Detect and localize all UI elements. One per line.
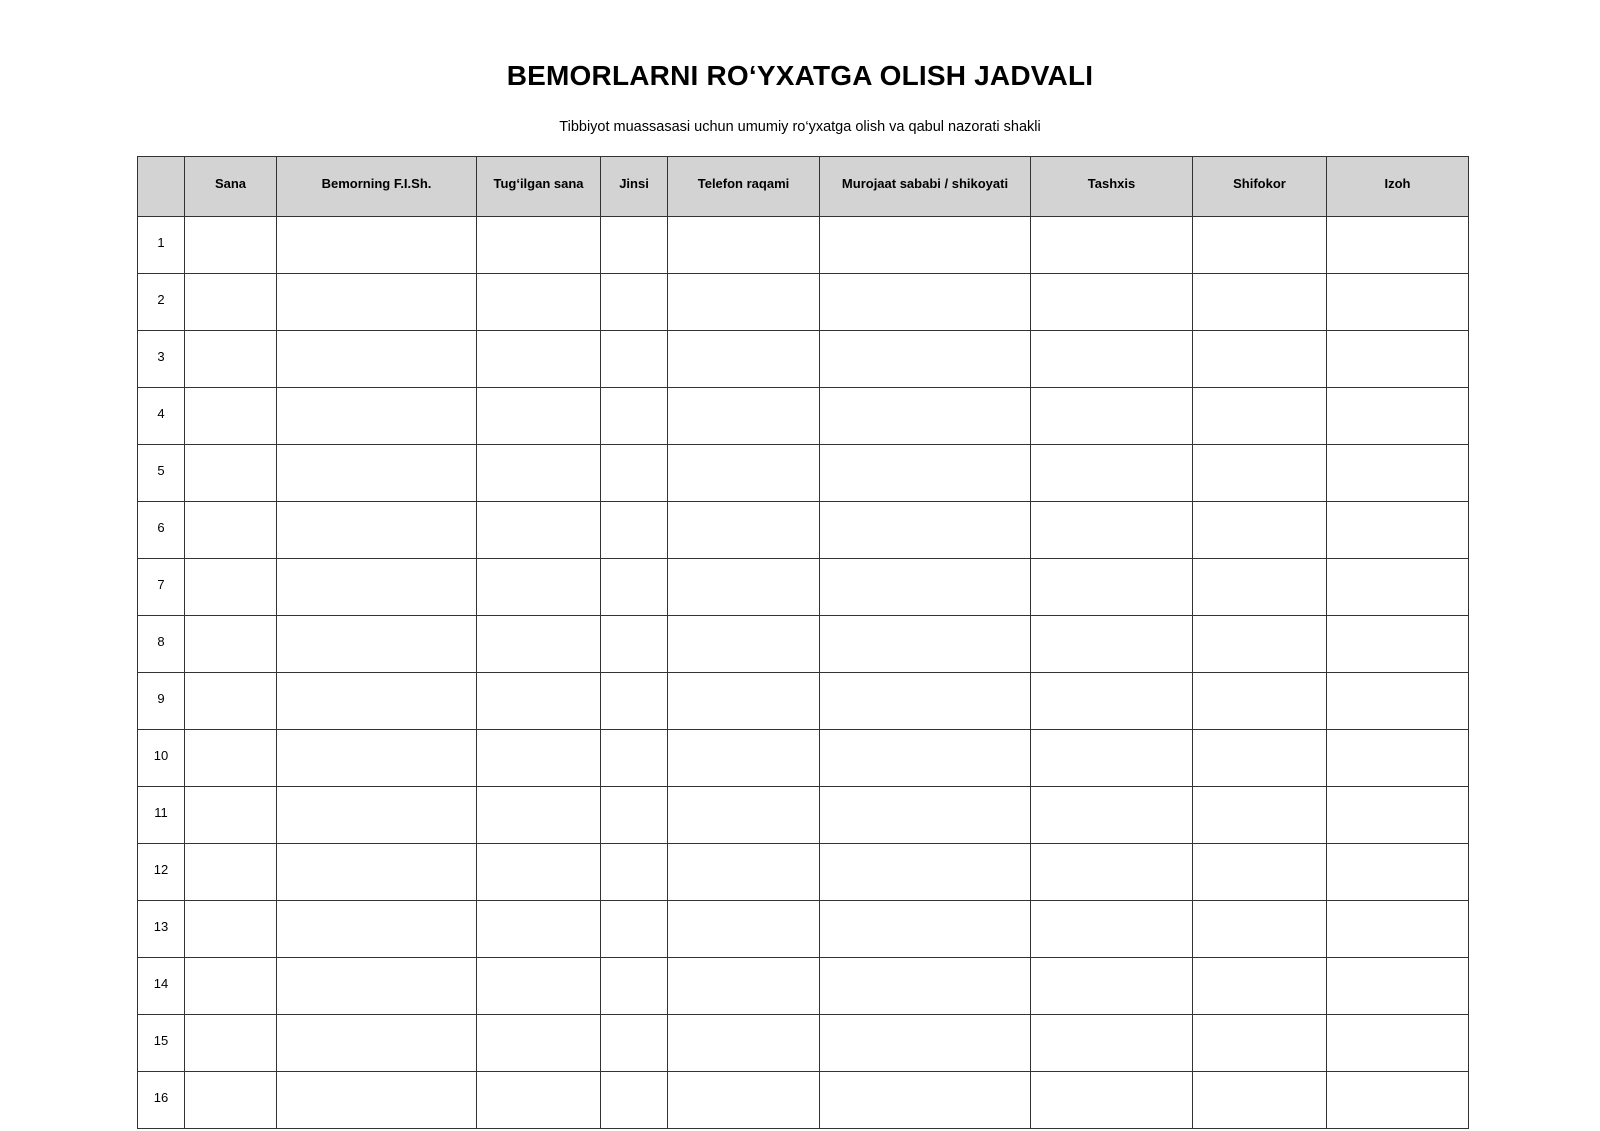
complaint-cell[interactable] [820, 901, 1031, 958]
patient-name-cell[interactable] [277, 1015, 477, 1072]
complaint-cell[interactable] [820, 616, 1031, 673]
phone-cell[interactable] [668, 274, 820, 331]
patient-name-cell[interactable] [277, 445, 477, 502]
patient-name-cell[interactable] [277, 388, 477, 445]
table-header-row [138, 157, 1469, 217]
note-cell[interactable] [1327, 1015, 1469, 1072]
complaint-cell[interactable] [820, 331, 1031, 388]
column-header-patient-name: Bemorning F.I.Sh. [277, 157, 477, 217]
patient-name-cell[interactable] [277, 217, 477, 274]
phone-cell[interactable] [668, 217, 820, 274]
column-header-note: Izoh [1327, 157, 1469, 217]
date-cell[interactable] [185, 331, 277, 388]
row-number: 4 [138, 388, 185, 445]
document-title: BEMORLARNI RO‘YXATGA OLISH JADVALI [506, 60, 1094, 91]
date-cell[interactable] [185, 673, 277, 730]
diagnosis-cell[interactable] [1031, 673, 1193, 730]
complaint-cell[interactable] [820, 787, 1031, 844]
phone-cell[interactable] [668, 445, 820, 502]
row-number: 3 [138, 331, 185, 388]
birth-date-cell[interactable] [477, 844, 601, 901]
note-cell[interactable] [1327, 274, 1469, 331]
birth-date-cell[interactable] [477, 1015, 601, 1072]
doctor-cell[interactable] [1193, 844, 1327, 901]
table-row [138, 502, 1469, 559]
table-row [138, 331, 1469, 388]
column-header-complaint: Murojaat sababi / shikoyati [820, 157, 1031, 217]
note-cell[interactable] [1327, 901, 1469, 958]
birth-date-cell[interactable] [477, 616, 601, 673]
row-number: 10 [138, 730, 185, 787]
patient-name-cell[interactable] [277, 559, 477, 616]
date-cell[interactable] [185, 502, 277, 559]
date-cell[interactable] [185, 616, 277, 673]
gender-cell[interactable] [601, 502, 668, 559]
doctor-cell[interactable] [1193, 388, 1327, 445]
doctor-cell[interactable] [1193, 274, 1327, 331]
phone-cell[interactable] [668, 1072, 820, 1129]
gender-cell[interactable] [601, 1015, 668, 1072]
complaint-cell[interactable] [820, 1015, 1031, 1072]
birth-date-cell[interactable] [477, 787, 601, 844]
gender-cell[interactable] [601, 958, 668, 1015]
note-cell[interactable] [1327, 730, 1469, 787]
doctor-cell[interactable] [1193, 958, 1327, 1015]
diagnosis-cell[interactable] [1031, 730, 1193, 787]
gender-cell[interactable] [601, 331, 668, 388]
phone-cell[interactable] [668, 787, 820, 844]
gender-cell[interactable] [601, 673, 668, 730]
table-row [138, 958, 1469, 1015]
diagnosis-cell[interactable] [1031, 844, 1193, 901]
note-cell[interactable] [1327, 331, 1469, 388]
note-cell[interactable] [1327, 217, 1469, 274]
note-cell[interactable] [1327, 502, 1469, 559]
gender-cell[interactable] [601, 1072, 668, 1129]
diagnosis-cell[interactable] [1031, 274, 1193, 331]
note-cell[interactable] [1327, 958, 1469, 1015]
gender-cell[interactable] [601, 274, 668, 331]
date-cell[interactable] [185, 217, 277, 274]
document-subtitle: Tibbiyot muassasasi uchun umumiy ro‘yxatga olish va qabul nazorati shakli [559, 119, 1041, 135]
diagnosis-cell[interactable] [1031, 1015, 1193, 1072]
table-row [138, 217, 1469, 274]
row-number: 16 [138, 1072, 185, 1129]
complaint-cell[interactable] [820, 502, 1031, 559]
column-header-date: Sana [185, 157, 277, 217]
doctor-cell[interactable] [1193, 1015, 1327, 1072]
column-header-diagnosis: Tashxis [1031, 157, 1193, 217]
date-cell[interactable] [185, 787, 277, 844]
complaint-cell[interactable] [820, 730, 1031, 787]
table-row [138, 1072, 1469, 1129]
row-number: 9 [138, 673, 185, 730]
row-number: 15 [138, 1015, 185, 1072]
gender-cell[interactable] [601, 616, 668, 673]
phone-cell[interactable] [668, 958, 820, 1015]
patient-name-cell[interactable] [277, 673, 477, 730]
date-cell[interactable] [185, 559, 277, 616]
doctor-cell[interactable] [1193, 673, 1327, 730]
diagnosis-cell[interactable] [1031, 388, 1193, 445]
complaint-cell[interactable] [820, 673, 1031, 730]
birth-date-cell[interactable] [477, 217, 601, 274]
patient-name-cell[interactable] [277, 616, 477, 673]
note-cell[interactable] [1327, 445, 1469, 502]
doctor-cell[interactable] [1193, 331, 1327, 388]
gender-cell[interactable] [601, 559, 668, 616]
birth-date-cell[interactable] [477, 730, 601, 787]
patient-name-cell[interactable] [277, 844, 477, 901]
doctor-cell[interactable] [1193, 502, 1327, 559]
doctor-cell[interactable] [1193, 217, 1327, 274]
column-header-number [138, 157, 185, 217]
date-cell[interactable] [185, 445, 277, 502]
table-row [138, 901, 1469, 958]
note-cell[interactable] [1327, 844, 1469, 901]
birth-date-cell[interactable] [477, 958, 601, 1015]
column-header-phone: Telefon raqami [668, 157, 820, 217]
row-number: 6 [138, 502, 185, 559]
phone-cell[interactable] [668, 388, 820, 445]
complaint-cell[interactable] [820, 958, 1031, 1015]
table-row [138, 730, 1469, 787]
gender-cell[interactable] [601, 217, 668, 274]
note-cell[interactable] [1327, 616, 1469, 673]
diagnosis-cell[interactable] [1031, 1072, 1193, 1129]
table-row [138, 388, 1469, 445]
table-row [138, 1015, 1469, 1072]
patient-name-cell[interactable] [277, 958, 477, 1015]
row-number: 14 [138, 958, 185, 1015]
birth-date-cell[interactable] [477, 1072, 601, 1129]
row-number: 7 [138, 559, 185, 616]
patient-name-cell[interactable] [277, 331, 477, 388]
doctor-cell[interactable] [1193, 901, 1327, 958]
patient-name-cell[interactable] [277, 502, 477, 559]
birth-date-cell[interactable] [477, 388, 601, 445]
row-number: 5 [138, 445, 185, 502]
date-cell[interactable] [185, 958, 277, 1015]
phone-cell[interactable] [668, 502, 820, 559]
note-cell[interactable] [1327, 1072, 1469, 1129]
gender-cell[interactable] [601, 388, 668, 445]
complaint-cell[interactable] [820, 1072, 1031, 1129]
doctor-cell[interactable] [1193, 787, 1327, 844]
row-number: 12 [138, 844, 185, 901]
gender-cell[interactable] [601, 844, 668, 901]
column-header-gender: Jinsi [601, 157, 668, 217]
registration-table [137, 156, 1469, 1129]
doctor-cell[interactable] [1193, 559, 1327, 616]
birth-date-cell[interactable] [477, 502, 601, 559]
column-header-birth-date: Tug‘ilgan sana [477, 157, 601, 217]
table-row [138, 787, 1469, 844]
diagnosis-cell[interactable] [1031, 502, 1193, 559]
patient-name-cell[interactable] [277, 1072, 477, 1129]
note-cell[interactable] [1327, 559, 1469, 616]
row-number: 8 [138, 616, 185, 673]
patient-name-cell[interactable] [277, 730, 477, 787]
table-row [138, 844, 1469, 901]
row-number: 1 [138, 217, 185, 274]
complaint-cell[interactable] [820, 844, 1031, 901]
diagnosis-cell[interactable] [1031, 787, 1193, 844]
date-cell[interactable] [185, 844, 277, 901]
diagnosis-cell[interactable] [1031, 901, 1193, 958]
table-row [138, 616, 1469, 673]
complaint-cell[interactable] [820, 274, 1031, 331]
table-row [138, 274, 1469, 331]
doctor-cell[interactable] [1193, 730, 1327, 787]
date-cell[interactable] [185, 274, 277, 331]
gender-cell[interactable] [601, 445, 668, 502]
gender-cell[interactable] [601, 730, 668, 787]
diagnosis-cell[interactable] [1031, 559, 1193, 616]
date-cell[interactable] [185, 1072, 277, 1129]
note-cell[interactable] [1327, 673, 1469, 730]
date-cell[interactable] [185, 730, 277, 787]
birth-date-cell[interactable] [477, 559, 601, 616]
phone-cell[interactable] [668, 673, 820, 730]
phone-cell[interactable] [668, 844, 820, 901]
phone-cell[interactable] [668, 559, 820, 616]
date-cell[interactable] [185, 1015, 277, 1072]
diagnosis-cell[interactable] [1031, 331, 1193, 388]
patient-name-cell[interactable] [277, 901, 477, 958]
doctor-cell[interactable] [1193, 1072, 1327, 1129]
complaint-cell[interactable] [820, 217, 1031, 274]
birth-date-cell[interactable] [477, 445, 601, 502]
complaint-cell[interactable] [820, 445, 1031, 502]
table-row [138, 559, 1469, 616]
phone-cell[interactable] [668, 1015, 820, 1072]
birth-date-cell[interactable] [477, 274, 601, 331]
phone-cell[interactable] [668, 730, 820, 787]
note-cell[interactable] [1327, 787, 1469, 844]
gender-cell[interactable] [601, 787, 668, 844]
phone-cell[interactable] [668, 616, 820, 673]
table-row [138, 445, 1469, 502]
patient-name-cell[interactable] [277, 274, 477, 331]
patient-name-cell[interactable] [277, 787, 477, 844]
diagnosis-cell[interactable] [1031, 616, 1193, 673]
doctor-cell[interactable] [1193, 616, 1327, 673]
date-cell[interactable] [185, 901, 277, 958]
row-number: 11 [138, 787, 185, 844]
diagnosis-cell[interactable] [1031, 445, 1193, 502]
diagnosis-cell[interactable] [1031, 958, 1193, 1015]
doctor-cell[interactable] [1193, 445, 1327, 502]
phone-cell[interactable] [668, 331, 820, 388]
birth-date-cell[interactable] [477, 901, 601, 958]
date-cell[interactable] [185, 388, 277, 445]
column-header-doctor: Shifokor [1193, 157, 1327, 217]
complaint-cell[interactable] [820, 559, 1031, 616]
row-number: 13 [138, 901, 185, 958]
note-cell[interactable] [1327, 388, 1469, 445]
diagnosis-cell[interactable] [1031, 217, 1193, 274]
row-number: 2 [138, 274, 185, 331]
phone-cell[interactable] [668, 901, 820, 958]
complaint-cell[interactable] [820, 388, 1031, 445]
gender-cell[interactable] [601, 901, 668, 958]
birth-date-cell[interactable] [477, 673, 601, 730]
birth-date-cell[interactable] [477, 331, 601, 388]
table-row [138, 673, 1469, 730]
